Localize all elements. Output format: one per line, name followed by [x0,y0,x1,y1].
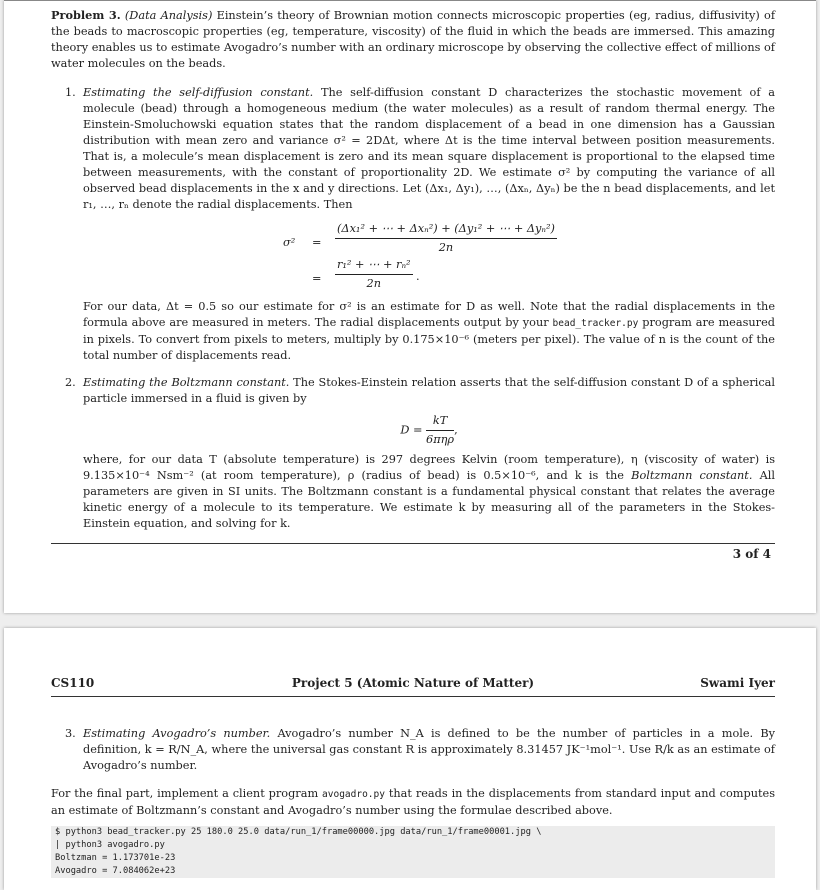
header-right: Swami Iyer [700,676,775,690]
eq-equals-1: = [312,236,322,249]
eq-fraction-1 [335,221,557,256]
item2-text: The Stokes-Einstein relation asserts that the self-diffusion constant D of a spherical particle immersed in a fluid is given by [83,376,776,405]
header-center: Project 5 (Atomic Nature of Matter) [291,676,535,690]
footer-divider [51,543,775,544]
code-line: Boltzman = 1.173701e-23 [55,853,176,863]
code-line: $ python3 bead_tracker.py 25 180.0 25.0 data/run_1/frame00000.jpg data/run_1/frame00001.jpg \ [55,827,542,837]
eq-equals-2: = [312,272,322,285]
list-item-3 [51,726,775,774]
eq3-lhs: D = [400,423,423,437]
item1-after-text-2: program are measured in pixels. To convert from pixels to meters, multiply by 0.175×10⁻⁶ (meters per pixel). The value of n is the count of the total number of displacements read. [83,316,775,362]
problem-intro [51,7,775,72]
list-item-1 [51,85,775,364]
problem-label: Problem 3. [51,8,121,22]
list-item-2 [51,375,775,532]
final-text-2: that reads in the displacements from standard input and computes an estimate of Boltzmann’s constant and Avogadro’s number using the formulae described above. [51,787,775,817]
item3-title: Estimating Avogadro’s number. [83,727,271,740]
eq-numerator-2: r₁² + ⋯ + rₙ² [335,257,413,275]
eq3-denominator: 6πηρ [426,433,455,446]
document-page-3 [4,0,816,613]
document-page-4 [4,628,816,890]
variance-equation [83,221,775,293]
eq3-fraction [426,413,454,448]
code-line: | python3 avogadro.py [55,840,165,850]
eq-numerator-1: (Δx₁² + ⋯ + Δxₙ²) + (Δy₁² + ⋯ + Δyₙ²) [335,221,557,239]
boltzmann-term: Boltzmann constant. [631,469,753,482]
header-left: CS110 [51,676,95,690]
eq3-numerator: kT [426,413,454,431]
header-divider [51,696,775,697]
page-number: 3 of 4 [732,547,771,561]
eq-period: . [416,270,420,283]
item1-after-text: For our data, Δt = 0.5 so our estimate for σ² is an estimate for D as well. Note that the radial displacements in the formula above are measured in meters. The radial displacements output by your [83,300,775,329]
item-number: 2. [65,376,76,389]
item2-after-text-2: All parameters are given in SI units. The Boltzmann constant is a fundamental physical constant that relates the average kinetic energy of a molecule to its temperature. We estimate k by measuring all of the parameters in the Stokes-Einstein equation, and solving for k. [83,469,775,530]
problem-topic: (Data Analysis) [124,9,213,22]
intro-text: Einstein’s theory of Brownian motion connects microscopic properties (eg, radius, diffusivity) of the beads to macroscopic properties (eg, temperature, viscosity) of the fluid in which the beads are immersed. This amazing theory enables us to estimate Avogadro’s number with an ordinary microscope by observing the collective effect of millions of water molecules on the beads. [51,9,775,70]
final-text: For the final part, implement a client program [51,787,323,800]
item1-title: Estimating the self-diffusion constant. [83,86,314,99]
code-block [51,826,775,878]
eq-denominator-2: 2n [366,277,382,290]
item2-title: Estimating the Boltzmann constant. [83,376,290,389]
code-line: Avogadro = 7.084062e+23 [55,866,176,876]
eq3-comma: , [454,423,458,437]
item2-after-text: where, for our data T (absolute temperature) is 297 degrees Kelvin (room temperature), η (viscosity of water) is 9.135×10⁻⁴ Nsm⁻² (at room temperature), ρ (radius of bead) is 0.5×10⁻⁶, and k is the [83,453,775,482]
eq-fraction-2 [335,257,413,292]
stokes-einstein-equation [83,413,775,448]
item3-text: Avogadro’s number N_A is defined to be the number of particles in a mole. By definition, k = R/N_A, where the universal gas constant R is approximately 8.31457 JK⁻¹mol⁻¹. Use R/k as an estimate of Avogadro’s number. [83,727,775,772]
code-filename: avogadro.py [322,789,385,800]
code-filename: bead_tracker.py [552,318,639,329]
item-number: 3. [65,727,76,740]
item-number: 1. [65,86,76,99]
final-part-paragraph [51,786,775,819]
eq-lhs: σ² [283,236,296,249]
item1-text: The self-diffusion constant D characterizes the stochastic movement of a molecule (bead) through a homogeneous medium (the water molecules) as a result of random thermal energy. The Einstein-Smoluchowski equation states that the random displacement of a bead in one dimension has a Gaussian distribution with mean zero and variance σ² = 2DΔt, where Δt is the time interval between position measurements. That is, a molecule’s mean displacement is zero and its mean square displacement is proportional to the elapsed time between measurements, with the constant of proportionality 2D. We estimate σ² by computing the variance of all observed bead displacements in the x and y directions. Let (Δx₁, Δy₁), …, (Δxₙ, Δyₙ) be the n bead displacements, and let r₁, …, rₙ denote the radial displacements. Then [83,86,775,211]
eq-denominator-1: 2n [438,241,454,254]
